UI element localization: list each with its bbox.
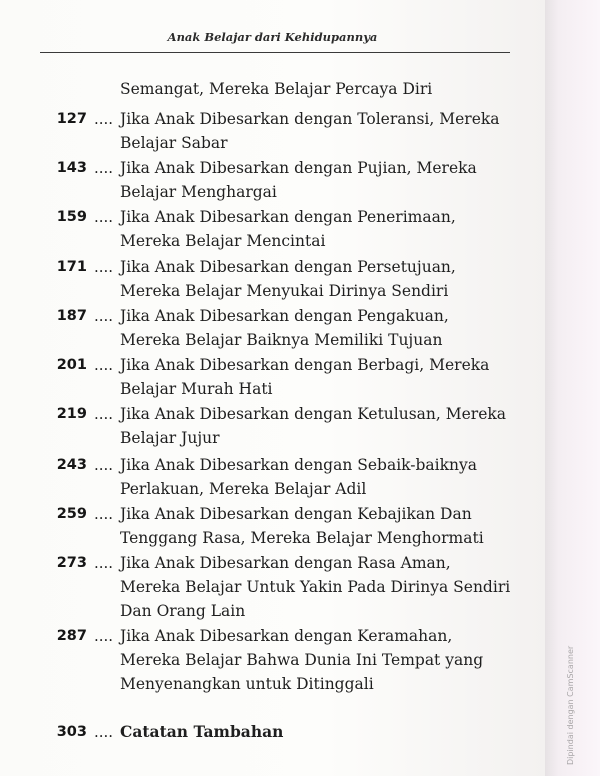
leader-dots: .... <box>94 258 114 276</box>
leader-dots: .... <box>94 456 114 474</box>
header-rule <box>40 52 510 53</box>
entry-title-line: Dan Orang Lain <box>120 602 246 620</box>
page-number: 159 <box>56 209 87 225</box>
page-number: 287 <box>56 628 87 644</box>
page-number: 243 <box>56 457 87 473</box>
entry-title-line: Belajar Sabar <box>120 134 228 152</box>
page-number: 273 <box>56 555 87 571</box>
entry-title-line: Jika Anak Dibesarkan dengan Pengakuan, <box>120 307 449 325</box>
entry-title-line: Jika Anak Dibesarkan dengan Berbagi, Mereka <box>120 356 490 374</box>
leader-dots: .... <box>94 307 114 325</box>
page-number: 171 <box>56 259 87 275</box>
page-number: 303 <box>56 724 87 740</box>
entry-title-line: Belajar Jujur <box>120 429 220 447</box>
page-number: 259 <box>56 506 87 522</box>
entry-title-line-bold: Catatan Tambahan <box>120 722 284 741</box>
entry-title-line: Menyenangkan untuk Ditinggali <box>120 675 374 693</box>
entry-title-line: Jika Anak Dibesarkan dengan Pujian, Mereka <box>120 159 477 177</box>
leader-dots: .... <box>94 554 114 572</box>
entry-title-line: Jika Anak Dibesarkan dengan Ketulusan, Mereka <box>120 405 507 423</box>
leader-dots: .... <box>94 627 114 645</box>
entry-title-line: Mereka Belajar Bahwa Dunia Ini Tempat yang <box>120 651 484 669</box>
entry-title-line: Perlakuan, Mereka Belajar Adil <box>120 480 367 498</box>
entry-title-line: Mereka Belajar Baiknya Memiliki Tujuan <box>120 331 443 349</box>
scanner-watermark: Dipindai dengan CamScanner <box>566 645 575 765</box>
leader-dots: .... <box>94 110 114 128</box>
page-number: 127 <box>56 111 87 127</box>
entry-title-line: Jika Anak Dibesarkan dengan Rasa Aman, <box>120 554 451 572</box>
leader-dots: .... <box>94 356 114 374</box>
entry-title-line: Jika Anak Dibesarkan dengan Persetujuan, <box>120 258 456 276</box>
page-number: 187 <box>56 308 87 324</box>
entry-title-line: Belajar Menghargai <box>120 183 277 201</box>
leader-dots: .... <box>94 208 114 226</box>
entry-title-line: Mereka Belajar Untuk Yakin Pada Dirinya Sendiri <box>120 578 511 596</box>
entry-title-line: Belajar Murah Hati <box>120 380 273 398</box>
entry-title-line: Jika Anak Dibesarkan dengan Toleransi, Mereka <box>120 110 500 128</box>
leader-dots: .... <box>94 405 114 423</box>
page-number: 143 <box>56 160 87 176</box>
leader-dots: .... <box>94 505 114 523</box>
leader-dots: .... <box>94 159 114 177</box>
entry-title-line: Jika Anak Dibesarkan dengan Keramahan, <box>120 627 453 645</box>
page-number: 201 <box>56 357 87 373</box>
running-header: Anak Belajar dari Kehidupannya <box>167 30 378 44</box>
entry-title-line: Tenggang Rasa, Mereka Belajar Menghormati <box>120 529 484 547</box>
entry-title-line: Mereka Belajar Menyukai Dirinya Sendiri <box>120 282 449 300</box>
entry-continuation-line: Semangat, Mereka Belajar Percaya Diri <box>120 80 433 98</box>
page-number: 219 <box>56 406 87 422</box>
entry-title-line: Jika Anak Dibesarkan dengan Kebajikan Dan <box>120 505 472 523</box>
entry-title-line: Jika Anak Dibesarkan dengan Sebaik-baiknya <box>120 456 478 474</box>
leader-dots: .... <box>94 723 114 741</box>
entry-title-line: Mereka Belajar Mencintai <box>120 232 326 250</box>
entry-title-line: Jika Anak Dibesarkan dengan Penerimaan, <box>120 208 456 226</box>
